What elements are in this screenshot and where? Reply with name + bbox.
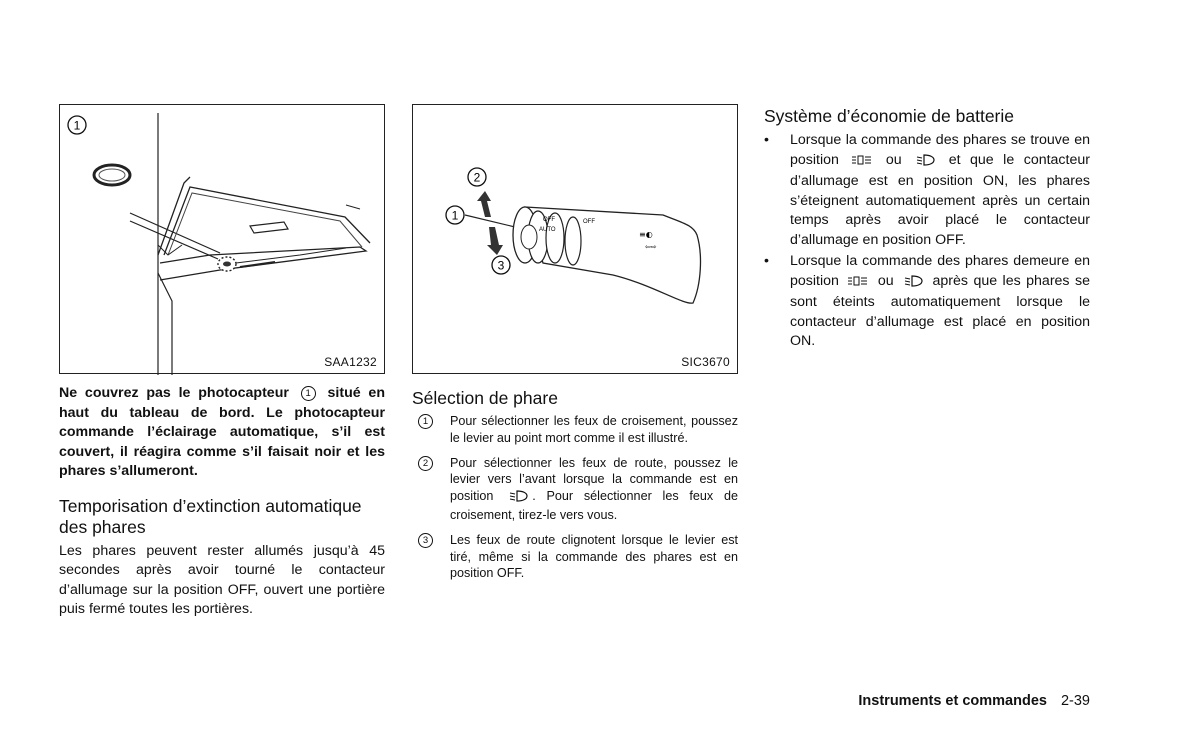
- bullet-dot: •: [764, 253, 769, 269]
- bullet-text: ou: [885, 151, 902, 168]
- column-right: [764, 106, 1090, 353]
- item-number: 1: [418, 414, 433, 429]
- section-heading-auto-off: Temporisation d’extinction automatique des phares: [59, 495, 362, 537]
- item-text-after: . Pour sélectionner les feux de croisement, tirez-le vers vous.: [450, 489, 738, 522]
- list-item: [412, 455, 738, 524]
- warning-text-1: Ne couvrez pas le photocapteur: [59, 385, 289, 401]
- stalk-illustration: [413, 105, 739, 375]
- dashboard-illustration: [60, 105, 386, 375]
- figure-code: SAA1232: [324, 355, 377, 369]
- low-beam-icon: [902, 274, 924, 294]
- column-left: [59, 384, 385, 620]
- figure-marker-3: 3: [497, 258, 505, 273]
- switch-label-auto: AUTO: [539, 227, 556, 233]
- warning-text-2: situé en haut du tableau de bord. Le photocapteur commande l’éclairage automatique, s’il est couvert, il réagira comme s’il faisait noir et les phares s’allumeront.: [59, 385, 385, 479]
- item-number: 2: [418, 456, 433, 471]
- list-item: [412, 413, 738, 447]
- switch-label-off-2: OFF: [583, 219, 595, 225]
- auto-off-paragraph: Les phares peuvent rester allumés jusqu’à 45 secondes après avoir tourné le contacteur d’allumage sur la position OFF, ouvert une portière puis fermé toutes les portières.: [59, 542, 385, 617]
- bullet-text: Lorsque la commande des phares se trouve en position: [790, 132, 1090, 168]
- page-number: 2-39: [1060, 693, 1090, 709]
- figure-marker-1: 1: [73, 118, 81, 133]
- column-middle: [412, 388, 738, 585]
- list-item: [412, 532, 738, 582]
- svg-text:⇦⇨: ⇦⇨: [645, 243, 657, 251]
- parking-lights-icon: [851, 153, 873, 173]
- item-text: Les feux de route clignotent lorsque le levier est tiré, même si la commande des phares est en position OFF.: [450, 532, 738, 581]
- parking-lights-icon: [847, 274, 869, 294]
- item-number: 3: [418, 533, 433, 548]
- bullet-text: après que les phares se sont éteints automatiquement lorsque le contacteur d’allumage est placé en position ON.: [790, 272, 1090, 349]
- photo-sensor-figure: [59, 104, 385, 374]
- svg-text:≡◐: ≡◐: [639, 230, 653, 239]
- figure-marker-1: 1: [451, 208, 459, 223]
- bullet-dot: •: [764, 132, 769, 148]
- headlight-switch-figure: [412, 104, 738, 374]
- photo-sensor-warning: [59, 384, 385, 482]
- bullet-text: Lorsque la commande des phares demeure en position: [790, 253, 1090, 289]
- bullet-text: ou: [877, 272, 894, 289]
- bullet-item: [764, 131, 1090, 250]
- item-text: Pour sélectionner les feux de croisement, poussez le levier au point mort comme il est illustré.: [450, 414, 738, 445]
- footer-section-title: Instruments et commandes: [858, 693, 1047, 709]
- low-beam-icon: [507, 490, 529, 507]
- figure-code: SIC3670: [681, 355, 730, 369]
- item-number-1: 1: [301, 386, 316, 401]
- bullet-item: [764, 252, 1090, 352]
- section-heading-headlight-selection: Sélection de phare: [412, 388, 558, 408]
- page-footer: [858, 693, 1090, 709]
- section-heading-battery-saver: Système d’économie de batterie: [764, 106, 1014, 126]
- bullet-text: et que le contacteur d’allumage est en position ON, les phares s’éteignent automatiquement après un certain temps après avoir placé le contacteur d’allumage en position OFF.: [790, 151, 1090, 248]
- figure-marker-2: 2: [473, 170, 481, 185]
- low-beam-icon: [914, 153, 936, 173]
- item-text: Pour sélectionner les feux de route, poussez le levier vers l’avant lorsque la commande est en position: [450, 455, 738, 504]
- switch-label-off: OFF: [543, 217, 555, 223]
